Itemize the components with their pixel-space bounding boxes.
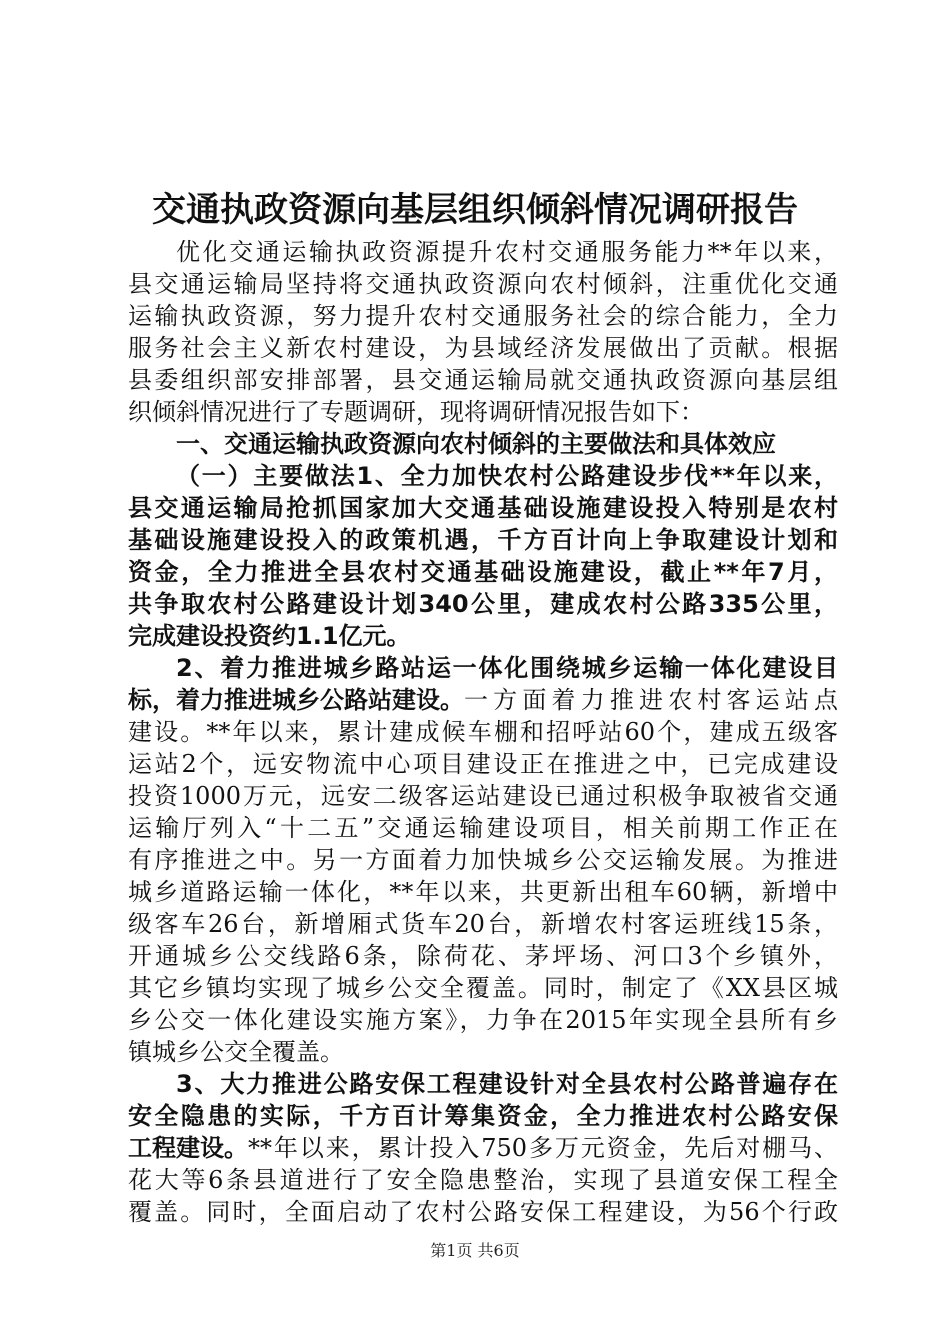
paragraph-line: 共争取农村公路建设计划340公里，建成农村公路335公里， [128, 590, 838, 618]
paragraph-line: 花大等6条县道进行了安全隐患整治，实现了县道安保工程全 [128, 1166, 838, 1194]
paragraph-line [128, 684, 838, 716]
section-heading: 一、交通运输执政资源向农村倾斜的主要做法和具体效应 [176, 430, 776, 458]
paragraph-line: 开通城乡公交线路6条，除荷花、茅坪场、河口3个乡镇外， [128, 942, 838, 970]
paragraph-line: （一）主要做法1、全力加快农村公路建设步伐**年以来， [176, 462, 838, 490]
paragraph-line: 级客车26台，新增厢式货车20台，新增农村客运班线15条， [128, 910, 838, 938]
paragraph-line: 3、大力推进公路安保工程建设针对全县农村公路普遍存在 [176, 1070, 838, 1098]
paragraph-line: 投资1000万元，远安二级客运站建设已通过积极争取被省交通 [128, 782, 838, 810]
serif-run: **年以来，累计投入750多万元资金，先后对棚马、 [248, 1134, 838, 1162]
paragraph-line: 县交通运输局抢抓国家加大交通基础设施建设投入特别是农村 [128, 494, 838, 522]
paragraph-line: 建设。**年以来，累计建成候车棚和招呼站60个，建成五级客 [128, 718, 838, 746]
bold-run: 标，着力推进城乡公路站建设。 [128, 686, 464, 714]
paragraph-line: 服务社会主义新农村建设，为县域经济发展做出了贡献。根据 [128, 334, 838, 362]
paragraph-line: 其它乡镇均实现了城乡公交全覆盖。同时，制定了《XX县区城 [128, 974, 838, 1002]
paragraph-line: 运输厅列入“十二五”交通运输建设项目，相关前期工作正在 [128, 814, 838, 842]
paragraph-line: 运站2个，远安物流中心项目建设正在推进之中，已完成建设 [128, 750, 838, 778]
paragraph-line: 县交通运输局坚持将交通执政资源向农村倾斜，注重优化交通 [128, 270, 838, 298]
page-footer: 第1页 共6页 [430, 1241, 520, 1260]
paragraph-line: 完成建设投资约1.1亿元。 [128, 622, 411, 650]
paragraph-line: 安全隐患的实际，千方百计筹集资金，全力推进农村公路安保 [128, 1102, 838, 1130]
paragraph-line: 覆盖。同时，全面启动了农村公路安保工程建设，为56个行政 [128, 1198, 838, 1226]
paragraph-line: 城乡道路运输一体化，**年以来，共更新出租车60辆，新增中 [128, 878, 838, 906]
paragraph-line: 织倾斜情况进行了专题调研，现将调研情况报告如下： [128, 398, 704, 426]
serif-run: 一方面着力推进农村客运站点 [464, 686, 838, 714]
bold-run: 工程建设。 [128, 1134, 248, 1162]
paragraph-line: 运输执政资源，努力提升农村交通服务社会的综合能力，全力 [128, 302, 838, 330]
paragraph-line: 资金，全力推进全县农村交通基础设施建设，截止**年7月， [128, 558, 838, 586]
page-title: 交通执政资源向基层组织倾斜情况调研报告 [152, 190, 798, 230]
paragraph-line [128, 1132, 838, 1164]
paragraph-line: 乡公交一体化建设实施方案》，力争在2015年实现全县所有乡 [128, 1006, 838, 1034]
paragraph-line: 镇城乡公交全覆盖。 [128, 1038, 344, 1066]
paragraph-line: 2、着力推进城乡路站运一体化围绕城乡运输一体化建设目 [176, 654, 838, 682]
paragraph-line: 县委组织部安排部署，县交通运输局就交通执政资源向基层组 [128, 366, 838, 394]
paragraph-line: 有序推进之中。另一方面着力加快城乡公交运输发展。为推进 [128, 846, 838, 874]
paragraph-line: 基础设施建设投入的政策机遇，千方百计向上争取建设计划和 [128, 526, 838, 554]
paragraph-line: 优化交通运输执政资源提升农村交通服务能力**年以来， [176, 238, 838, 266]
document-body [128, 236, 838, 1228]
